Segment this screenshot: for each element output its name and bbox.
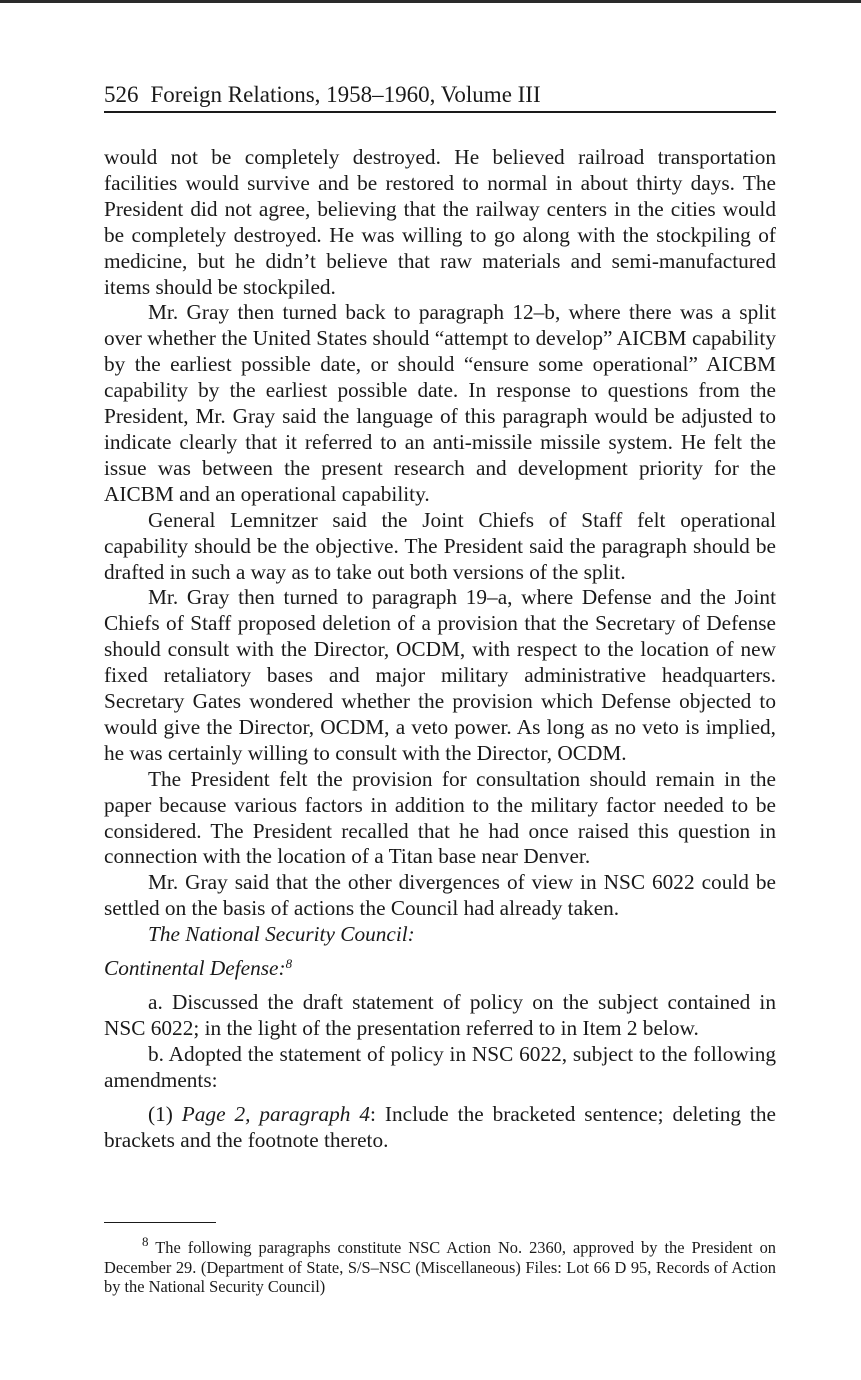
footnote-paragraph <box>104 1234 776 1297</box>
page-top-edge <box>0 0 861 3</box>
footnote-text: The following paragraphs constitute NSC Action No. 2360, approved by the President on December 29. (Department of State, S/S–NSC (Miscellaneous) Files: Lot 66 D 95, Records of Action by the National Security Council) <box>104 1238 776 1296</box>
page-body <box>104 145 776 1153</box>
paragraph-continuation: would not be completely destroyed. He believed railroad transportation facilities would survive and be restored to normal in about thirty days. The President did not agree, believing that the railway centers in the cities would be completely destroyed. He was willing to go along with the stockpiling of medicine, but he didn’t believe that raw materials and semi-manufactured items should be stockpiled. <box>104 145 776 299</box>
amendment-text: : Include the bracketed sentence; deleting the brackets and the footnote thereto. <box>104 1101 776 1152</box>
running-header <box>104 80 776 110</box>
section-heading <box>104 956 776 982</box>
section-heading-text: Continental Defense: <box>104 956 286 981</box>
page-number: 526 <box>104 82 139 107</box>
book-title: Foreign Relations, 1958–1960, Volume III <box>150 82 541 107</box>
footnote-reference: 8 <box>285 956 293 972</box>
footnote <box>104 1234 776 1297</box>
paragraph-gray-divergences: Mr. Gray said that the other divergences of view in NSC 6022 could be settled on the basis of actions the Council had already taken. <box>104 870 776 921</box>
paragraph-gray-19a: Mr. Gray then turned to paragraph 19–a, where Defense and the Joint Chiefs of Staff proposed deletion of a provision that the Secretary of Defense should consult with the Director, OCDM, with respect to the location of new fixed retaliatory bases and major military administrative headquarters. Secretary Gates wondered whether the provision which Defense objected to would give the Director, OCDM, a veto power. As long as no veto is implied, he was certainly willing to consult with the Director, OCDM. <box>104 585 776 765</box>
header-rule <box>104 111 776 113</box>
footnote-indent <box>104 1238 142 1257</box>
action-item-a: a. Discussed the draft statement of policy on the subject contained in NSC 6022; in the light of the presentation referred to in Item 2 below. <box>104 990 776 1040</box>
amendment-number: (1) <box>148 1101 182 1126</box>
paragraph-gray-aicbm: Mr. Gray then turned back to paragraph 12–b, where there was a split over whether the United States should “attempt to develop” AICBM capability by the earliest possible date, or should “ensure some operational” AICBM capability by the earliest possible date. In response to questions from the President, Mr. Gray said the language of this paragraph would be adjusted to indicate clearly that it referred to an anti-missile missile system. He felt the issue was between the present research and development priority for the AICBM and an operational capability. <box>104 300 776 506</box>
footnote-rule <box>104 1222 216 1223</box>
footnote-marker: 8 <box>142 1234 149 1249</box>
amendment-item-1 <box>104 1102 776 1154</box>
amendment-reference: Page 2, paragraph 4 <box>181 1101 371 1126</box>
nsc-heading: The National Security Council: <box>148 922 415 947</box>
paragraph-president-consultation: The President felt the provision for consultation should remain in the paper because various factors in addition to the military factor needed to be considered. The President recalled that he had once raised this question in connection with the location of a Titan base near Denver. <box>104 766 776 869</box>
action-item-b: b. Adopted the statement of policy in NSC 6022, subject to the following amendments: <box>104 1041 776 1092</box>
paragraph-lemnitzer: General Lemnitzer said the Joint Chiefs of Staff felt operational capability should be the objective. The President said the paragraph should be drafted in such a way as to take out both versions of the split. <box>104 507 776 584</box>
